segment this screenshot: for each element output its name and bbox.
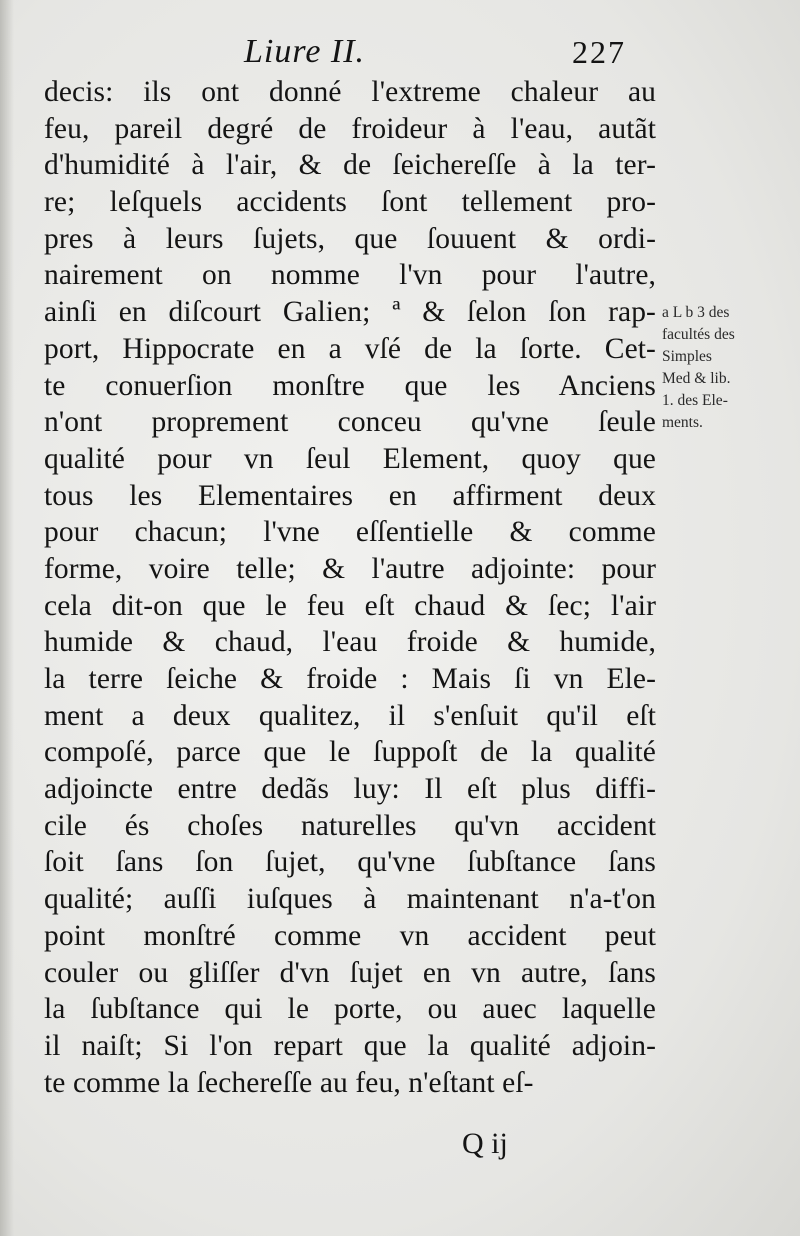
text-line: forme, voire telle; & l'autre adjointe: pour — [44, 552, 656, 585]
page-number: 227 — [572, 34, 626, 70]
page-footer — [0, 1124, 800, 1164]
text-line: la terre ſeiche & froide : Mais ſi vn Ele- — [44, 663, 656, 695]
text-line: feu, pareil degré de froideur à l'eau, autãt — [44, 112, 656, 145]
text-line: re; leſquels accidents ſont tellement pro- — [44, 186, 656, 219]
text-line: port, Hippocrate en a vſé de la ſorte. Cet- — [44, 332, 656, 365]
text-line: tous les Elementaires en affirment deux — [44, 479, 656, 512]
text-line: decis: ils ont donné l'extreme chaleur au — [44, 76, 656, 108]
text-line: ainſi en diſcourt Galien; ª & ſelon ſon rap- — [44, 296, 656, 329]
body-text — [44, 74, 656, 1101]
signature-mark: Q ij — [462, 1127, 508, 1160]
text-line: nairement on nomme l'vn pour l'autre, — [44, 259, 656, 292]
margin-note-line: Med & lib. — [662, 370, 731, 387]
margin-note-line: facultés des — [662, 326, 735, 343]
text-line: point monſtré comme vn accident peut — [44, 919, 656, 952]
text-line: te comme la ſechereſſe au feu, n'eſtant eſ- — [44, 1066, 534, 1099]
text-line: humide & chaud, l'eau froide & humide, — [44, 626, 656, 659]
text-line: n'ont proprement conceu qu'vne ſeule — [44, 406, 656, 439]
text-line: cile és choſes naturelles qu'vn accident — [44, 809, 656, 842]
text-line: qualité pour vn ſeul Element, quoy que — [44, 442, 656, 475]
text-line: la ſubſtance qui le porte, ou auec laquelle — [44, 993, 656, 1026]
text-line: ſoit ſans ſon ſujet, qu'vne ſubſtance ſans — [44, 846, 656, 879]
margin-note — [662, 302, 792, 434]
page-edge-shadow — [0, 0, 14, 1236]
text-line: d'humidité à l'air, & de ſeichereſſe à la ter- — [44, 149, 656, 182]
text-line: te conuerſion monſtre que les Anciens — [44, 369, 656, 402]
running-title: Liure II. — [244, 33, 366, 70]
text-line: il naiſt; Si l'on repart que la qualité adjoin- — [44, 1029, 656, 1062]
text-line: pres à leurs ſujets, que ſouuent & ordi- — [44, 222, 656, 255]
text-line: adjoincte entre dedãs luy: Il eſt plus diffi- — [44, 773, 656, 806]
margin-note-line: a L b 3 des — [662, 304, 730, 321]
text-line: ment a deux qualitez, il s'enſuit qu'il eſt — [44, 699, 656, 732]
margin-note-line: ments. — [662, 414, 703, 431]
margin-note-line: Simples — [662, 348, 712, 365]
margin-note-line: 1. des Ele- — [662, 392, 728, 409]
text-line: compoſé, parce que le ſuppoſt de la qualité — [44, 736, 656, 769]
text-line: couler ou gliſſer d'vn ſujet en vn autre, ſans — [44, 956, 656, 989]
text-line: cela dit-on que le feu eſt chaud & ſec; l'air — [44, 589, 656, 622]
page-header — [0, 30, 800, 74]
text-line: pour chacun; l'vne eſſentielle & comme — [44, 516, 656, 549]
text-line: qualité; auſſi iuſques à maintenant n'a-t'on — [44, 883, 656, 916]
